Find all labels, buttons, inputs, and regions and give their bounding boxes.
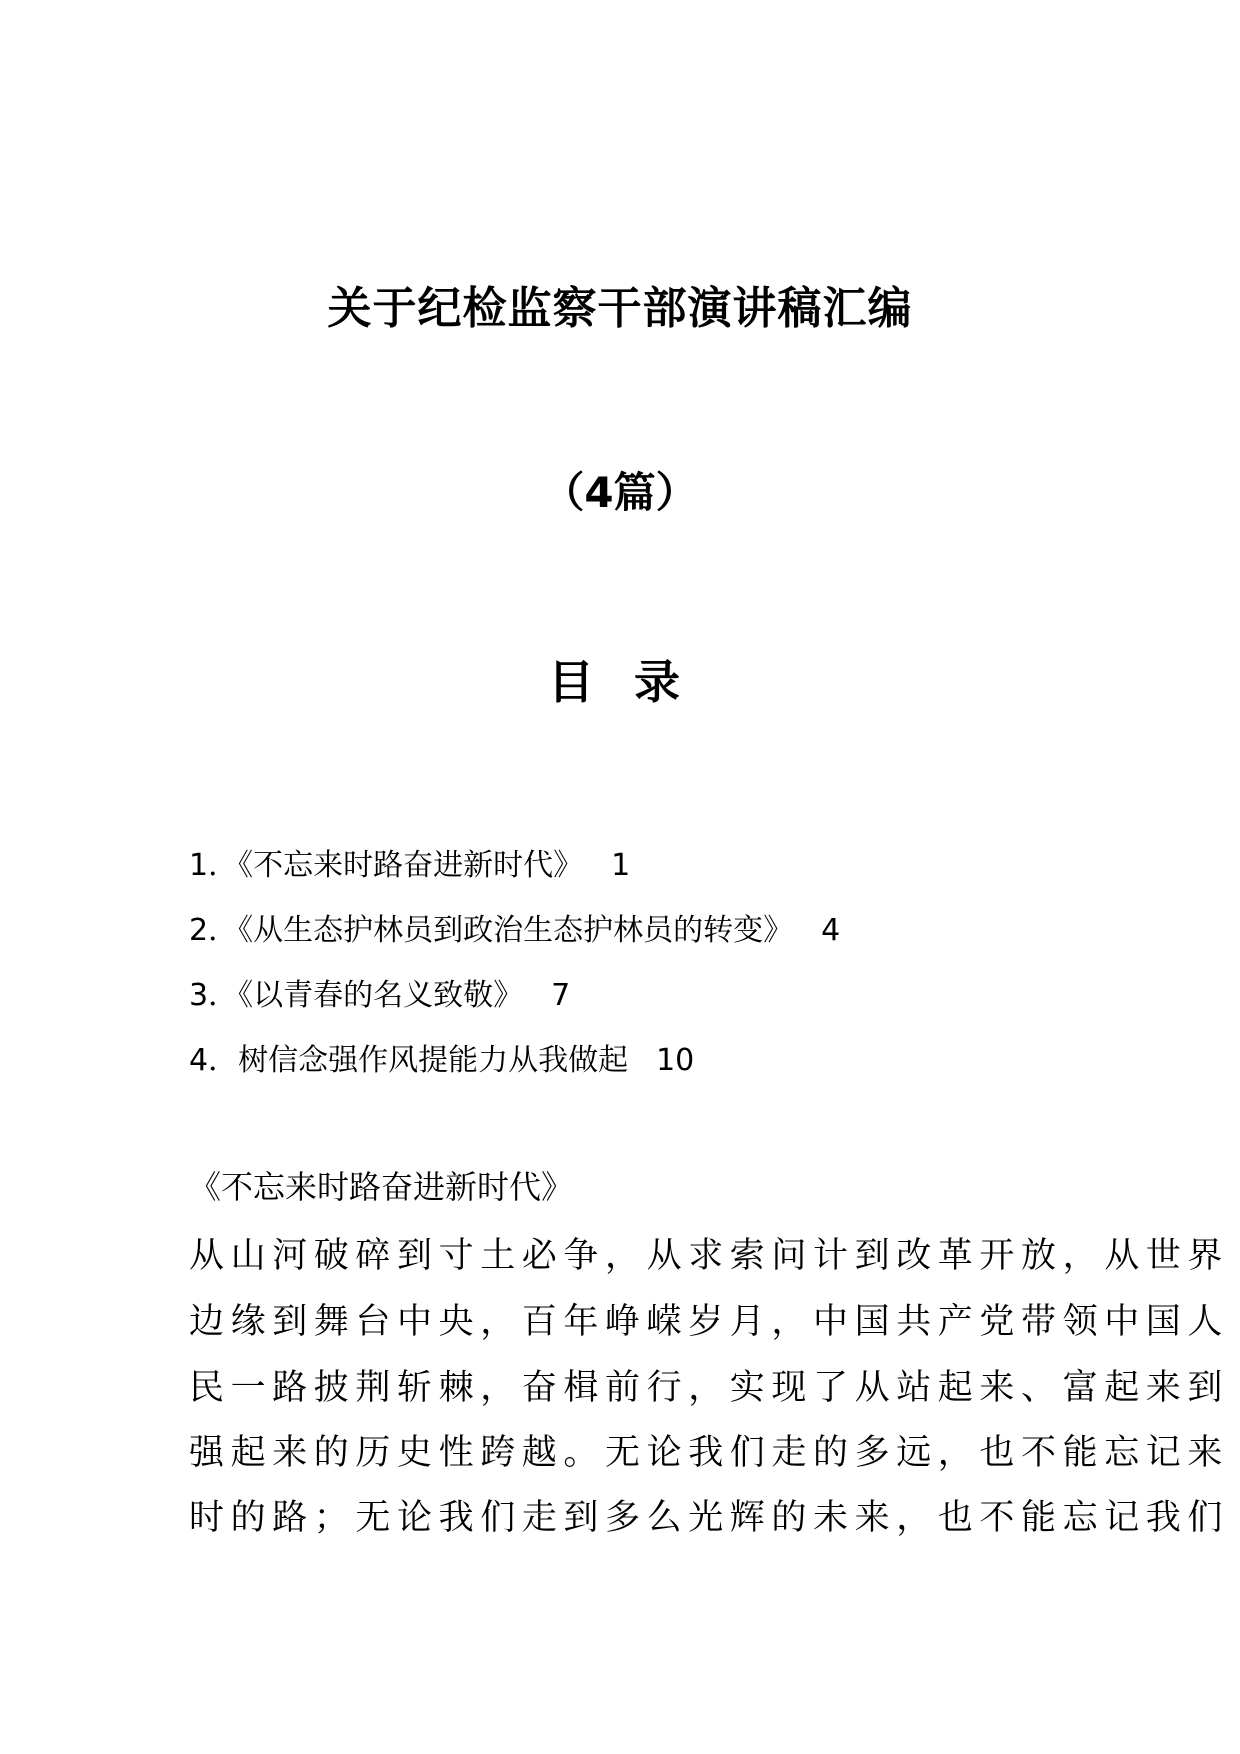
article-title: 《不忘来时路奋进新时代》: [189, 1168, 574, 1206]
toc-item-label: 1．《不忘来时路奋进新时代》: [189, 848, 584, 883]
body-line: 边缘到舞台中央，百年峥嵘岁月，中国共产党带领中国人: [189, 1302, 1230, 1342]
toc-item-page: 10: [656, 1043, 695, 1078]
toc-item-page: 7: [551, 978, 571, 1013]
toc-item[interactable]: [189, 1035, 694, 1079]
article-count: （4篇）: [542, 468, 698, 517]
toc-item-page: 4: [821, 913, 841, 948]
toc-item[interactable]: [189, 905, 840, 949]
body-line: 从山河破碎到寸土必争，从求索问计到改革开放，从世界: [189, 1236, 1230, 1276]
document-title: 关于纪检监察干部演讲稿汇编: [327, 283, 913, 334]
toc-item-page: 1: [611, 848, 631, 883]
body-line: 强起来的历史性跨越。无论我们走的多远，也不能忘记来: [189, 1433, 1230, 1473]
toc-item-label: 3．《以青春的名义致敬》: [189, 978, 524, 1013]
toc-item[interactable]: [189, 840, 630, 884]
toc-item[interactable]: [189, 970, 570, 1014]
toc-item-label: 2．《从生态护林员到政治生态护林员的转变》: [189, 913, 794, 948]
toc-heading: 目 录: [547, 655, 692, 709]
body-line: 民一路披荆斩棘，奋楫前行，实现了从站起来、富起来到: [189, 1368, 1230, 1408]
body-line: 时的路；无论我们走到多么光辉的未来，也不能忘记我们: [189, 1498, 1230, 1538]
toc-item-label: 4．树信念强作风提能力从我做起: [189, 1043, 629, 1078]
